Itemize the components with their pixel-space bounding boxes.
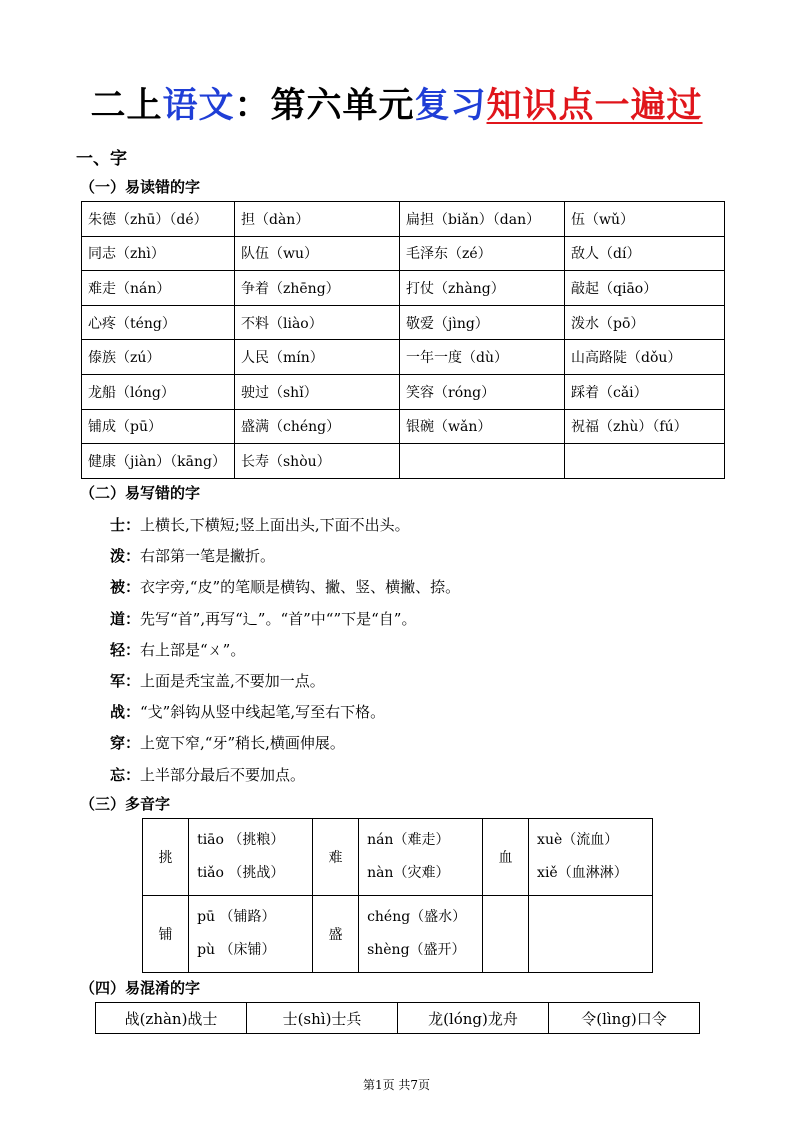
page-footer: 第1页 共7页 [362,1078,431,1092]
title-part-4: 复习 [414,86,487,126]
table-cell: 心疼（téng） [82,305,235,340]
list-item [110,760,460,791]
table-cell: 伍（wǔ） [565,202,725,237]
subheading-confusable: （四）易混淆的字 [80,979,201,997]
table-row [96,1003,700,1034]
rule-text: 先写“首”,再写“辶”。“首”中“”下是“自”。 [140,609,417,628]
rule-key: 穿： [110,734,141,753]
subheading-misread: （一）易读错的字 [80,178,201,196]
table-cell: 不料（liào） [235,305,400,340]
table-row [143,896,653,973]
reading: tiǎo （挑战） [197,865,285,881]
table-row [82,236,725,271]
page-title [0,84,793,128]
polyphonic-char: 难 [312,819,358,896]
table-cell: 笑容（róng） [400,374,565,409]
table-cell: 龙船（lóng） [82,374,235,409]
table-cell: 银碗（wǎn） [400,409,565,444]
rule-key: 被： [110,578,141,597]
table-cell: 长寿（shòu） [235,444,400,479]
misread-characters-table [81,201,725,479]
reading: pù （床铺） [197,942,276,958]
reading: shèng（盛开） [367,942,466,958]
table-cell [400,444,565,479]
title-part-2: 语文 [162,86,235,126]
rule-text: 上半部分最后不要加点。 [140,765,306,784]
table-cell: 山高路陡（dǒu） [565,340,725,375]
rule-key: 道： [110,609,141,628]
table-cell: 争着（zhēng） [235,271,400,306]
list-item [110,572,460,603]
list-item [110,510,460,541]
reading: xiě（血淋淋） [537,865,628,881]
writing-rules-list [110,510,460,791]
polyphonic-char: 血 [482,819,528,896]
subheading-miswritten: （二）易写错的字 [80,484,201,502]
table-row [82,305,725,340]
table-cell: 担（dàn） [235,202,400,237]
polyphonic-characters-table [142,818,653,973]
rule-text: 衣字旁,“皮”的笔顺是横钩、撇、竖、横撇、捺。 [140,578,461,597]
rule-text: 右部第一笔是撇折。 [140,547,276,566]
reading: chéng（盛水） [367,909,467,925]
table-cell: 一年一度（dù） [400,340,565,375]
confusable-characters-table [95,1002,700,1034]
section-heading-characters: 一、字 [76,149,127,169]
table-row [82,340,725,375]
table-cell [565,444,725,479]
reading: tiāo （挑粮） [197,832,285,848]
table-cell: 祝福（zhù）（fú） [565,409,725,444]
table-cell: 士(shì)士兵 [247,1003,398,1034]
polyphonic-char: 盛 [312,896,358,973]
reading: pū （铺路） [197,909,276,925]
table-row [82,271,725,306]
rule-key: 泼： [110,547,141,566]
table-cell: 敌人（dí） [565,236,725,271]
rule-text: 右上部是“ㄨ”。 [140,640,246,659]
table-row [82,409,725,444]
rule-key: 忘： [110,765,141,784]
table-cell: 令(lìng)口令 [549,1003,700,1034]
table-cell: 敬爱（jìng） [400,305,565,340]
rule-text: 上面是秃宝盖,不要加一点。 [140,672,325,691]
table-cell: 铺成（pū） [82,409,235,444]
list-item [110,697,460,728]
reading: nàn（灾难） [367,865,450,881]
table-row [143,819,653,896]
list-item [110,635,460,666]
table-cell: 队伍（wu） [235,236,400,271]
title-part-1: 二上 [90,86,163,126]
subheading-polyphonic: （三）多音字 [80,795,171,813]
table-cell: 泼水（pō） [565,305,725,340]
rule-key: 战： [110,703,141,722]
title-part-5: 知识点一遍过 [486,86,703,126]
polyphonic-readings [359,819,483,896]
reading: xuè（流血） [537,832,619,848]
table-cell: 难走（nán） [82,271,235,306]
table-row [82,374,725,409]
table-cell: 健康（jiàn）（kāng） [82,444,235,479]
table-row [82,444,725,479]
table-cell: 扁担（biǎn）（dan） [400,202,565,237]
table-cell: 同志（zhì） [82,236,235,271]
empty-cell [482,896,528,973]
polyphonic-char: 挑 [143,819,189,896]
rule-key: 士： [110,516,141,534]
table-cell: 人民（mín） [235,340,400,375]
polyphonic-char: 铺 [143,896,189,973]
table-row [82,202,725,237]
polyphonic-readings [189,819,313,896]
table-cell: 敲起（qiāo） [565,271,725,306]
rule-key: 轻： [110,640,141,659]
polyphonic-readings [529,819,653,896]
table-cell: 战(zhàn)战士 [96,1003,247,1034]
list-item [110,666,460,697]
table-cell: 踩着（cǎi） [565,374,725,409]
rule-text: 上横长,下横短;竖上面出头,下面不出头。 [140,516,410,534]
rule-text: 上宽下窄,“牙”稍长,横画伸展。 [140,734,345,753]
list-item [110,541,460,572]
empty-cell [529,896,653,973]
reading: nán（难走） [367,832,450,848]
rule-text: “戈”斜钩从竖中线起笔,写至右下格。 [140,703,386,722]
table-cell: 盛满（chéng） [235,409,400,444]
table-cell: 驶过（shǐ） [235,374,400,409]
list-item [110,728,460,759]
polyphonic-readings [189,896,313,973]
table-cell: 打仗（zhàng） [400,271,565,306]
table-cell: 朱德（zhū）（dé） [82,202,235,237]
table-cell: 毛泽东（zé） [400,236,565,271]
list-item [110,604,460,635]
rule-key: 军： [110,672,141,691]
polyphonic-readings [359,896,483,973]
table-cell: 龙(lóng)龙舟 [398,1003,549,1034]
title-part-3: ：第六单元 [234,86,415,126]
table-cell: 傣族（zú） [82,340,235,375]
